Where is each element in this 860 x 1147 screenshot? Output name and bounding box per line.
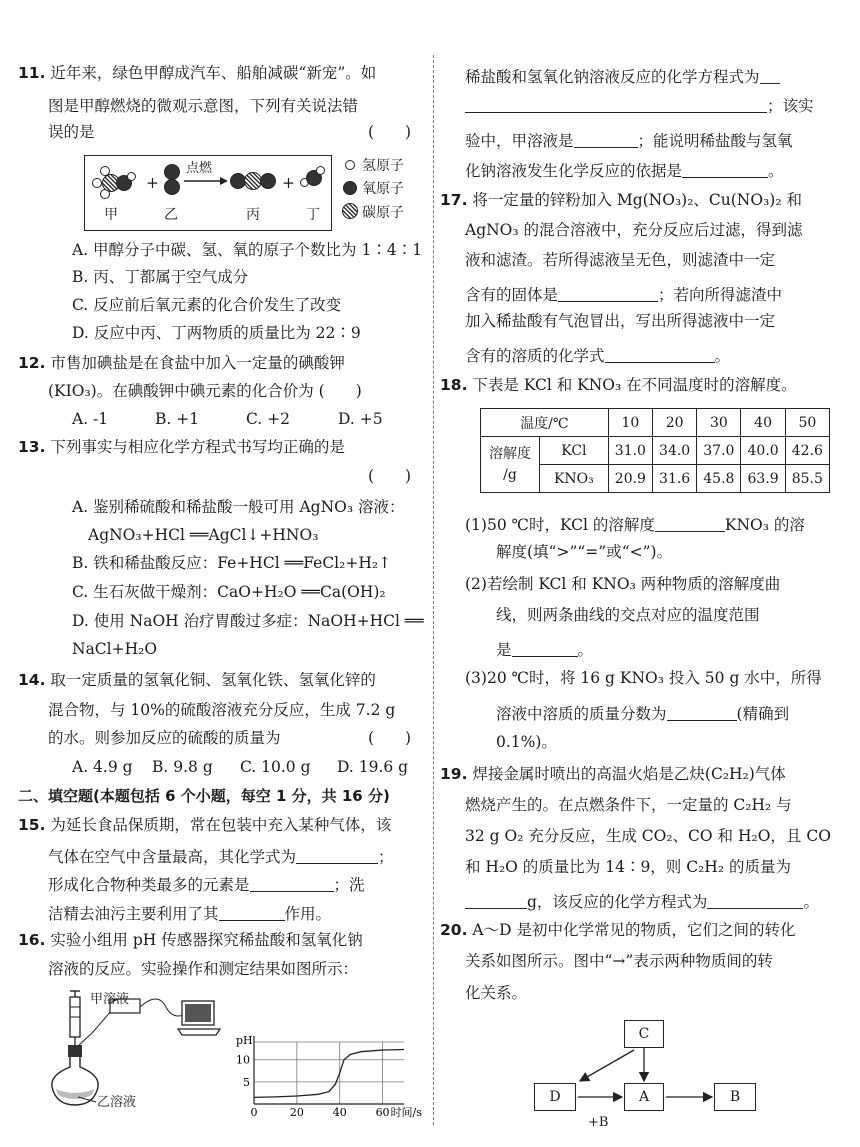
table-cell: 42.6	[785, 437, 829, 465]
stem-text: 溶液中溶质的质量分数为	[496, 705, 667, 724]
stem-line: 市售加碘盐是在食盐中加入一定量的碘酸钾	[50, 354, 345, 372]
answer-blank[interactable]	[760, 66, 780, 84]
question-number: 11.	[18, 64, 46, 82]
option-c: C. 反应前后氧元素的化合价发生了改变	[72, 296, 342, 314]
option-a: A. 鉴别稀硫酸和稀盐酸一般可用 AgNO₃ 溶液：	[72, 498, 405, 516]
table-cell: 40.0	[741, 437, 785, 465]
x-tick-label: 40	[332, 1106, 347, 1119]
question-number: 19.	[440, 765, 468, 783]
answer-paren: ( )	[368, 729, 412, 747]
answer-blank[interactable]	[296, 846, 378, 864]
stem-text: (1)50 ℃时，KCl 的溶解度	[465, 516, 655, 535]
stem-line: 燃烧产生的。在点燃条件下，一定量的 C₂H₂ 与	[465, 796, 792, 814]
answer-blank[interactable]	[465, 891, 527, 909]
oxygen-molecule	[163, 164, 181, 200]
column-divider	[433, 55, 434, 1125]
answer-paren: ( )	[368, 123, 412, 141]
stem-text: 含有的溶质的化学式	[465, 347, 605, 366]
answer-blank[interactable]	[250, 874, 334, 892]
edge-label: +B	[588, 1115, 609, 1130]
table-cell: 31.0	[608, 437, 652, 465]
option-d: D. 19.6 g	[337, 758, 409, 776]
x-tick-label: 60	[375, 1106, 390, 1119]
table-header-cell: 50	[785, 409, 829, 437]
legend-hydrogen: 氢原子	[362, 158, 404, 174]
stem-text: (精确到	[736, 705, 790, 724]
water-molecule	[300, 166, 326, 194]
stem-line: (2)若绘制 KCl 和 KNO₃ 两种物质的溶解度曲	[465, 575, 781, 593]
stem-line: 0.1%)。	[496, 733, 557, 751]
x-tick-label: 20	[289, 1106, 304, 1119]
option-c: C. 10.0 g	[240, 758, 311, 776]
stem-line: 溶液的反应。实验操作和测定结果如图所示：	[48, 960, 359, 978]
question-number: 18.	[440, 376, 468, 394]
answer-blank[interactable]	[465, 95, 767, 113]
carbon-dioxide-molecule	[230, 172, 278, 190]
table-header-cell: 40	[741, 409, 785, 437]
label-bing: 丙	[246, 207, 260, 223]
answer-blank[interactable]	[219, 903, 285, 921]
stem-text: 。	[577, 641, 594, 660]
label-yi: 乙	[164, 207, 178, 223]
stem-text: 验中，甲溶液是	[465, 132, 574, 151]
stem-line: 误的是	[48, 123, 95, 141]
table-cell: 20.9	[608, 465, 652, 493]
row-name: KNO₃	[540, 465, 609, 493]
x-tick-label: 0	[250, 1106, 258, 1119]
answer-blank[interactable]	[682, 160, 768, 178]
reaction-arrow-icon	[184, 176, 228, 186]
stem-line: 图是甲醇燃烧的微观示意图，下列有关说法错	[48, 97, 359, 115]
answer-blank[interactable]	[707, 891, 803, 909]
legend-carbon: 碳原子	[362, 205, 404, 221]
stem-line: AgNO₃ 的混合溶液中，充分反应后过滤，得到滤	[465, 221, 803, 239]
stem-text: g，该反应的化学方程式为	[527, 893, 708, 912]
label-ding: 丁	[306, 207, 320, 223]
stem-text: ；洗	[333, 876, 365, 895]
stem-text: 。	[714, 347, 731, 366]
stem-text: 形成化合物种类最多的元素是	[48, 876, 250, 895]
x-axis-label: 时间/s	[390, 1106, 422, 1119]
option-a-equation: AgNO₃+HCl ══AgCl↓+HNO₃	[88, 526, 319, 544]
plus-sign: +	[146, 174, 159, 192]
stem-line: (3)20 ℃时，将 16 g KNO₃ 投入 50 g 水中，所得	[465, 669, 822, 687]
table-cell: 45.8	[697, 465, 741, 493]
stem-text: 稀盐酸和氢氧化钠溶液反应的化学方程式为	[465, 68, 760, 87]
option-d: D. 反应中丙、丁两物质的质量比为 22∶9	[72, 324, 361, 342]
stem-line: 的水。则参加反应的硫酸的质量为	[48, 729, 281, 747]
option-d: D. 使用 NaOH 治疗胃酸过多症：NaOH+HCl ══	[72, 612, 424, 630]
answer-blank[interactable]	[574, 130, 638, 148]
answer-paren: ( )	[368, 467, 412, 485]
stem-text: 含有的固体是	[465, 286, 559, 305]
answer-blank[interactable]	[558, 284, 658, 302]
question-number: 13.	[18, 438, 46, 456]
node-b	[714, 1083, 756, 1111]
stem-line: 混合物，与 10%的硫酸溶液充分反应，生成 7.2 g	[48, 701, 396, 719]
row-label-line: 溶解度	[489, 445, 531, 462]
table-row	[481, 437, 830, 465]
y-tick-label: 5	[243, 1075, 250, 1089]
row-group-label	[481, 437, 540, 493]
node-label: B	[729, 1089, 741, 1105]
answer-blank[interactable]	[655, 514, 725, 532]
option-d: D. +5	[338, 410, 383, 428]
conversion-arrows-icon	[570, 1044, 720, 1104]
ph-curve	[254, 1050, 404, 1098]
table-cell: 37.0	[697, 437, 741, 465]
table-header-cell: 温度/℃	[481, 409, 609, 437]
option-b: B. +1	[155, 410, 200, 428]
section-heading: 二、填空题(本题包括 6 个小题，每空 1 分，共 16 分)	[18, 787, 390, 805]
stem-line: 关系如图所示。图中“→”表示两种物质间的转	[465, 952, 773, 970]
apparatus-drawing	[48, 985, 238, 1110]
stem-line: A～D 是初中化学常见的物质，它们之间的转化	[472, 921, 796, 939]
y-tick-label: 10	[236, 1053, 250, 1067]
answer-blank[interactable]	[667, 703, 737, 721]
plus-sign: +	[282, 174, 295, 192]
stem-text: ；能说明稀盐酸与氢氧	[637, 132, 793, 151]
table-cell: 34.0	[653, 437, 697, 465]
stem-text: ；	[378, 848, 394, 867]
titrant-label: 甲溶液	[90, 992, 130, 1007]
stem-text: KNO₃ 的溶	[724, 516, 805, 535]
table-header-cell: 30	[697, 409, 741, 437]
stem-line: 将一定量的锌粉加入 Mg(NO₃)₂、Cu(NO₃)₂ 和	[472, 191, 802, 209]
stem-text: 气体在空气中含量最高，其化学式为	[48, 848, 297, 867]
row-name: KCl	[540, 437, 609, 465]
carbon-legend-icon	[342, 203, 358, 219]
option-a: A. 甲醇分子中碳、氢、氧的原子个数比为 1∶4∶1	[72, 241, 423, 259]
stem-line: 近年来，绿色甲醇成汽车、船舶减碳“新宠”。如	[50, 64, 377, 82]
option-b: B. 9.8 g	[152, 758, 213, 776]
ph-chart	[232, 1030, 432, 1120]
legend-oxygen: 氧原子	[362, 181, 404, 197]
stem-line: 焊接金属时喷出的高温火焰是乙炔(C₂H₂)气体	[472, 765, 786, 783]
question-number: 20.	[440, 921, 468, 939]
stem-text: 。	[768, 162, 784, 181]
flask-label: 乙溶液	[97, 1095, 137, 1110]
stem-line: 线，则两条曲线的交点对应的温度范围	[496, 606, 760, 624]
stem-text: 。	[803, 893, 819, 912]
hydrogen-legend-icon	[345, 160, 355, 170]
stem-line: 下列事实与相应化学方程式书写均正确的是	[50, 438, 345, 456]
table-cell: 85.5	[785, 465, 829, 493]
answer-blank[interactable]	[605, 345, 715, 363]
stem-line: 32 g O₂ 充分反应，生成 CO₂、CO 和 H₂O，且 CO	[465, 827, 831, 845]
node-label: A	[638, 1089, 650, 1105]
stem-text: ；该实	[767, 97, 814, 116]
option-b: B. 丙、丁都属于空气成分	[72, 268, 249, 286]
option-d-equation: NaCl+H₂O	[72, 640, 158, 658]
oxygen-legend-icon	[343, 181, 357, 195]
table-header-cell: 10	[608, 409, 652, 437]
stem-line: 实验小组用 pH 传感器探究稀盐酸和氢氧化钠	[50, 931, 363, 949]
stem-line: 液和滤渣。若所得滤液呈无色，则滤渣中一定	[465, 251, 776, 269]
option-a: A. 4.9 g	[72, 758, 133, 776]
label-jia: 甲	[104, 207, 118, 223]
table-header-cell: 20	[653, 409, 697, 437]
row-label-line: /g	[503, 466, 517, 483]
stem-line: (KIO₃)。在碘酸钾中碘元素的化合价为 ( )	[48, 382, 362, 400]
y-axis-label: pH	[236, 1034, 253, 1047]
option-b: B. 铁和稀盐酸反应：Fe+HCl ══FeCl₂+H₂↑	[72, 554, 392, 572]
question-number: 14.	[18, 671, 46, 689]
question-number: 17.	[440, 191, 468, 209]
stem-line: 为延长食品保质期，常在包装中充入某种气体，该	[50, 816, 392, 834]
table-cell: 63.9	[741, 465, 785, 493]
answer-blank[interactable]	[512, 639, 578, 657]
methanol-molecule	[92, 166, 134, 202]
stem-line: 下表是 KCl 和 KNO₃ 在不同温度时的溶解度。	[472, 376, 797, 394]
stem-line: 和 H₂O 的质量比为 14∶9，则 C₂H₂ 的质量为	[465, 858, 791, 876]
stem-line: 化关系。	[465, 984, 528, 1002]
question-number: 12.	[18, 354, 46, 372]
stem-text: 化钠溶液发生化学反应的依据是	[465, 162, 683, 181]
option-c: C. 生石灰做干燥剂：CaO+H₂O ══Ca(OH)₂	[72, 583, 386, 601]
node-label: C	[638, 1026, 650, 1042]
node-label: D	[549, 1089, 561, 1105]
option-c: C. +2	[246, 410, 291, 428]
table-cell: 31.6	[653, 465, 697, 493]
stem-text: ；若向所得滤渣中	[658, 286, 783, 305]
stem-text: 洁精去油污主要利用了其	[48, 905, 219, 924]
stem-line: 解度(填“>”“=”或“<”)。	[496, 543, 673, 561]
reaction-condition: 点燃	[186, 161, 213, 176]
stem-line: 加入稀盐酸有气泡冒出，写出所得滤液中一定	[465, 312, 776, 330]
option-a: A. -1	[72, 410, 109, 428]
stem-text: 是	[496, 641, 512, 660]
stem-line: 取一定质量的氢氧化铜、氢氧化铁、氢氧化锌的	[50, 671, 376, 689]
table-header-row	[481, 409, 830, 437]
stem-text: 作用。	[284, 905, 332, 924]
solubility-table	[480, 408, 830, 493]
question-number: 16.	[18, 931, 46, 949]
question-number: 15.	[18, 816, 46, 834]
